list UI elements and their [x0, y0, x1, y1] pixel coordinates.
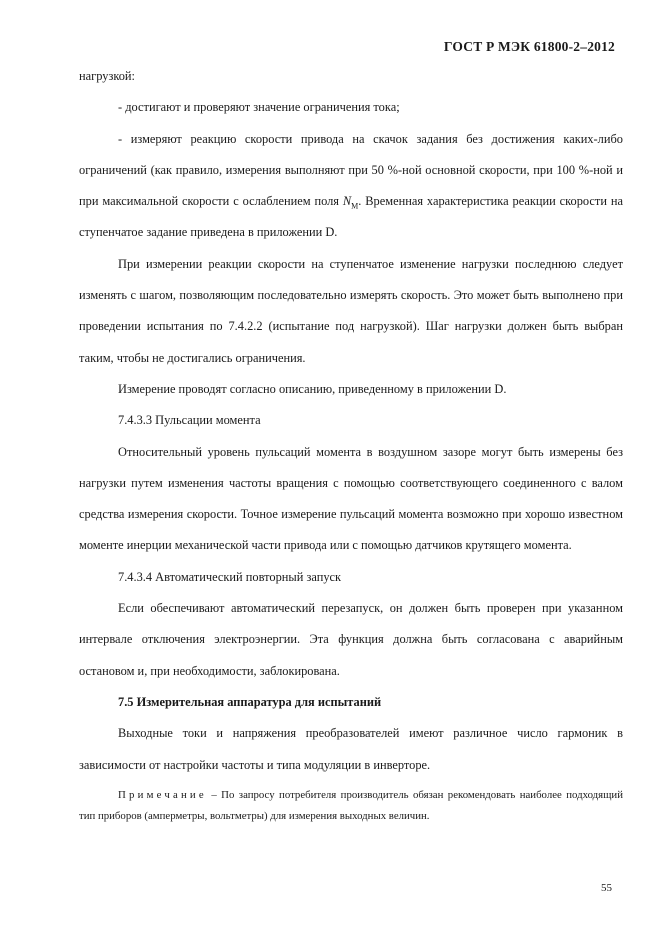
- paragraph: Если обеспечивают автоматический перезапуск, он должен быть проверен при указанном интервале отключения электроэнергии. Эта функция должна быть согласована с аварийным остановом и, при необходимости, заблокирована.: [79, 601, 623, 678]
- paragraph: - достигают и проверяют значение ограничения тока;: [118, 100, 400, 115]
- symbol-subscript: M: [351, 201, 359, 211]
- note-label: Примечание: [118, 788, 207, 801]
- paragraph: Относительный уровень пульсаций момента в воздушном зазоре могут быть измерены без нагрузки путем изменения частоты вращения с помощью соответствующего соединенного с валом средства измерения скорости. Точное измерение пульсаций момента возможно при хорошо известном моменте инерции механической части привода или с помощью датчиков крутящего момента.: [79, 444, 623, 553]
- paragraph: нагрузкой:: [79, 69, 135, 83]
- paragraph: Выходные токи и напряжения преобразователей имеют различное число гармоник в зависимости от настройки частоты и типа модуляции в инверторе.: [79, 726, 623, 772]
- paragraph-text: - измеряют реакцию скорости привода на скачок задания без достижения каких-либо ограничений (как правило, измерения выполняют при 50 %-ной основной скорости, при 100 %-ной и при максимальной скорости с ослаблением поля: [79, 131, 623, 209]
- note-text: – По запросу потребителя производитель обязан рекомендовать наиболее подходящий тип приборов (амперметры, вольтметры) для измерения выходных величин.: [79, 788, 623, 822]
- paragraph: [79, 124, 623, 249]
- symbol-n: N: [342, 194, 352, 209]
- subsection-heading: 7.4.3.4 Автоматический повторный запуск: [118, 569, 342, 584]
- section-heading: 7.5 Измерительная аппаратура для испытаний: [118, 694, 382, 709]
- subsection-heading: 7.4.3.3 Пульсации момента: [118, 413, 261, 428]
- body-text: [79, 61, 623, 827]
- document-header: ГОСТ Р МЭК 61800-2–2012: [443, 39, 615, 54]
- paragraph: Измерение проводят согласно описанию, приведенному в приложении D.: [118, 381, 507, 396]
- page-number: 55: [601, 882, 612, 894]
- paragraph-text: . Временная характеристика реакции скорости на ступенчатое задание приведена в приложении D.: [79, 194, 623, 240]
- note: [79, 785, 623, 827]
- paragraph: При измерении реакции скорости на ступенчатое изменение нагрузки последнюю следует изменять с шагом, позволяющим последовательно измерять скорость. Это может быть выполнено при проведении испытания по 7.4.2.2 (испытание под нагрузкой). Шаг нагрузки должен быть выбран таким, чтобы не достигались ограничения.: [79, 256, 623, 365]
